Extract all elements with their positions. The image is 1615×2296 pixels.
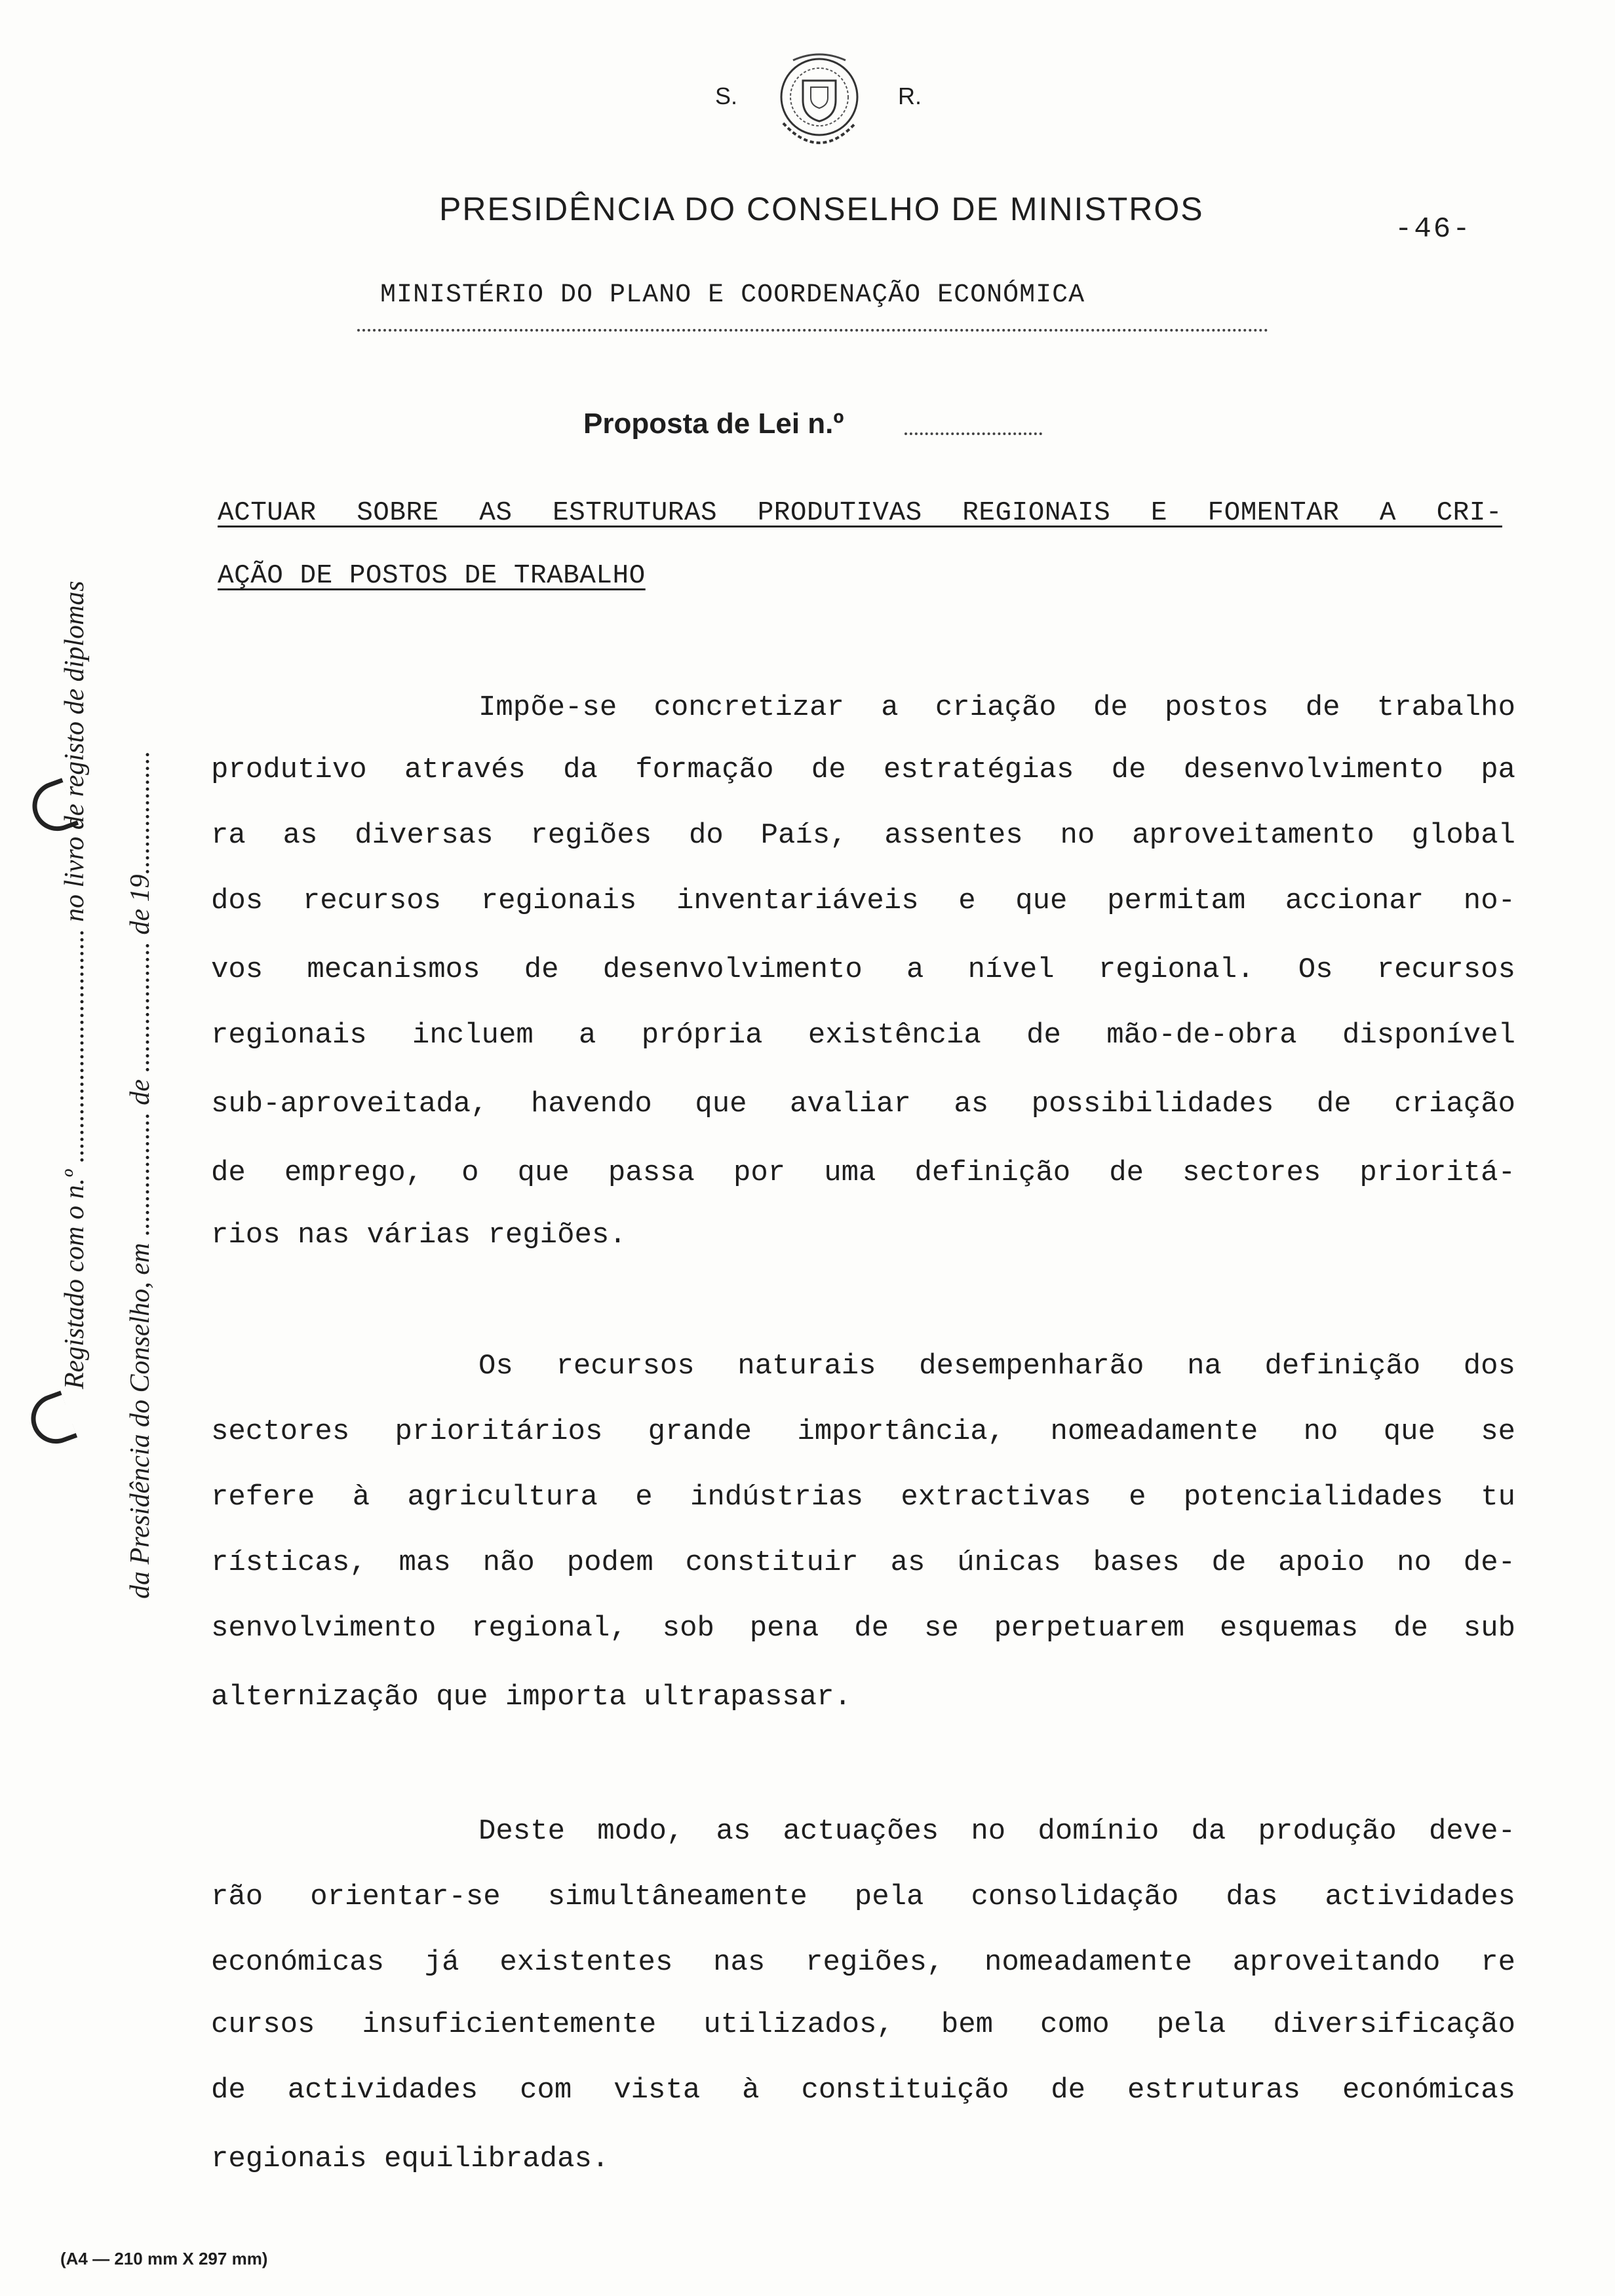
paragraph-line: de emprego, o que passa por uma definição de sectores prioritá- [211,1157,1515,1189]
page-number: -46- [1395,213,1472,246]
paragraph-line: regionais equilibradas. [211,2143,610,2175]
letterhead-r: R. [898,83,922,109]
paragraph-line: de actividades com vista à constituição de estruturas económicas [211,2074,1515,2107]
coat-of-arms-icon [770,51,868,163]
document-title-line-2: AÇÃO DE POSTOS DE TRABALHO [218,561,646,591]
paragraph-line: cursos insuficientemente utilizados, bem como pela diversificação [211,2008,1515,2041]
paragraph-line: Impõe-se concretizar a criação de postos de trabalho [478,691,1515,724]
paragraph-line: Deste modo, as actuações no domínio da produção deve- [478,1815,1515,1848]
margin-registration-line-1: Registado com o n.º .................................. no livro de registo de diplomas [60,581,90,1389]
letterhead-s: S. [715,83,738,109]
ministry-dotted-rule [357,329,1268,332]
document-title-line-1: ACTUAR SOBRE AS ESTRUTURAS PRODUTIVAS REGIONAIS E FOMENTAR A CRI- [218,498,1502,528]
paragraph-line: rísticas, mas não podem constituir as únicas bases de apoio no de- [211,1546,1515,1579]
paragraph-line: alternização que importa ultrapassar. [211,1681,851,1713]
proposal-number-blank [905,432,1042,435]
paragraph-line: vos mecanismos de desenvolvimento a nível regional. Os recursos [211,953,1515,986]
paragraph-line: produtivo através da formação de estratégias de desenvolvimento pa [211,754,1515,786]
paragraph-line: rios nas várias regiões. [211,1219,627,1252]
paragraph-line: sectores prioritários grande importância, nomeadamente no que se [211,1415,1515,1448]
paragraph-line: regionais incluem a própria existência de mão-de-obra disponível [211,1019,1515,1052]
paragraph-line: senvolvimento regional, sob pena de se perpetuarem esquemas de sub [211,1612,1515,1645]
ministry-heading: MINISTÉRIO DO PLANO E COORDENAÇÃO ECONÓMICA [380,280,1085,310]
paragraph-line: rão orientar-se simultâneamente pela consolidação das actividades [211,1881,1515,1913]
paper-format-note: (A4 — 210 mm X 297 mm) [60,2249,268,2268]
paragraph-line: Os recursos naturais desempenharão na definição dos [478,1350,1515,1383]
paragraph-line: ra as diversas regiões do País, assentes no aproveitamento global [211,819,1515,852]
paragraph-line: dos recursos regionais inventariáveis e que permitam accionar no- [211,885,1515,917]
margin-registration-line-2: da Presidência do Conselho, em .................. de ................... de 19.................. [125,750,155,1599]
presidency-heading: PRESIDÊNCIA DO CONSELHO DE MINISTROS [439,191,1204,227]
paragraph-line: económicas já existentes nas regiões, nomeadamente aproveitando re [211,1946,1515,1979]
paragraph-line: sub-aproveitada, havendo que avaliar as possibilidades de criação [211,1088,1515,1120]
margin-bracket [24,1390,77,1451]
paragraph-line: refere à agricultura e indústrias extractivas e potencialidades tu [211,1481,1515,1514]
proposal-label: Proposta de Lei n.º [583,408,844,440]
